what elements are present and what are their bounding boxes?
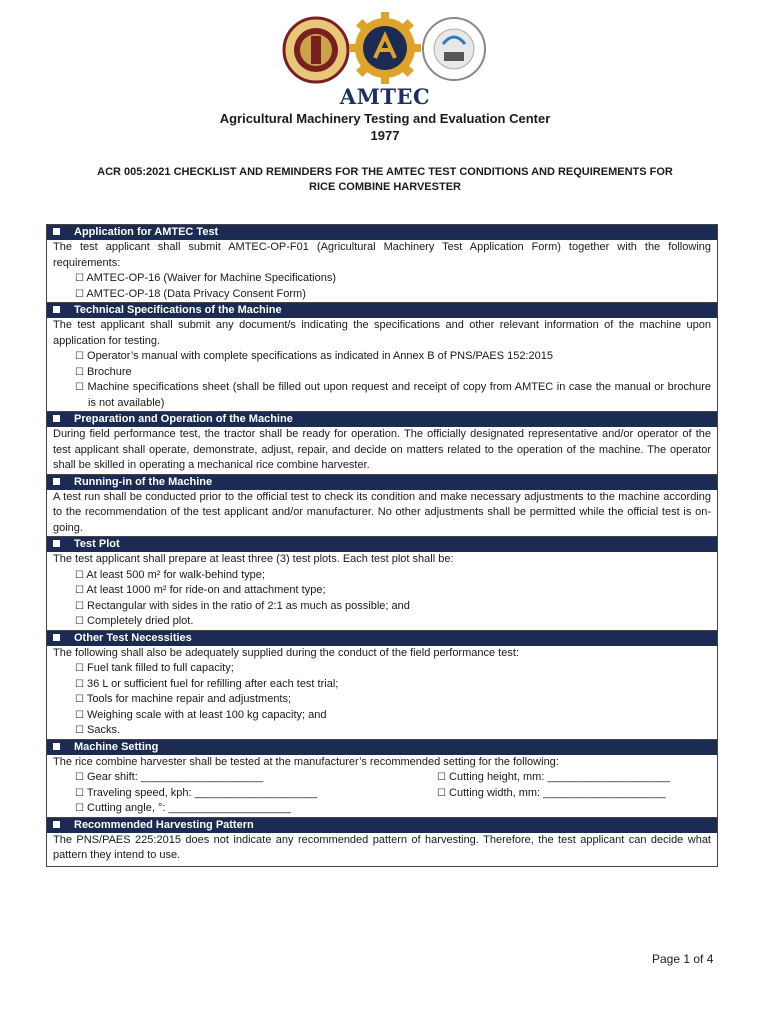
checklist-item-label: Weighing scale with at least 100 kg capacity; and bbox=[87, 708, 327, 721]
section-title: Running-in of the Machine bbox=[74, 475, 213, 488]
checklist-item bbox=[53, 708, 711, 724]
checkbox-icon[interactable]: ☐ bbox=[75, 678, 84, 690]
section-header-preparation bbox=[47, 411, 717, 427]
setting-row bbox=[53, 786, 711, 802]
section-title: Technical Specifications of the Machine bbox=[74, 304, 282, 316]
section-text: A test run shall be conducted prior to the official test to check its condition and make necessary adjustments to the machine according to the recommendation of the test applicant and/or manufacturer. No other adjustments shall be permitted while the official test is on-going. bbox=[53, 490, 711, 534]
section-header-setting bbox=[47, 739, 717, 755]
section-body-preparation bbox=[47, 427, 717, 474]
section-header-pattern bbox=[47, 817, 717, 833]
amtec-gear-logo bbox=[349, 12, 421, 84]
gear-shift-field[interactable]: Gear shift: ____________________ bbox=[87, 771, 264, 783]
ceat-logo bbox=[421, 16, 487, 82]
checklist-item-label: AMTEC-OP-18 (Data Privacy Consent Form) bbox=[86, 287, 306, 300]
checklist-item bbox=[53, 271, 711, 287]
square-bullet-icon bbox=[53, 540, 60, 547]
section-header-necessities bbox=[47, 630, 717, 646]
section-title: Test Plot bbox=[74, 538, 120, 550]
checkbox-icon[interactable]: ☐ bbox=[75, 600, 84, 612]
setting-row bbox=[53, 801, 711, 817]
square-bullet-icon bbox=[53, 415, 60, 422]
checkbox-icon[interactable]: ☐ bbox=[75, 803, 84, 814]
checkbox-icon[interactable]: ☐ bbox=[75, 772, 84, 783]
org-year: 1977 bbox=[370, 128, 400, 143]
section-header-application bbox=[47, 224, 717, 240]
checklist-item bbox=[53, 380, 711, 411]
checklist-item-label: Sacks. bbox=[87, 724, 121, 736]
checklist-item bbox=[53, 677, 711, 693]
section-intro: The rice combine harvester shall be tested at the manufacturer’s recommended setting for the following: bbox=[53, 755, 559, 768]
cutting-height-field[interactable]: Cutting height, mm: ____________________ bbox=[449, 771, 670, 783]
section-title: Other Test Necessities bbox=[74, 631, 192, 644]
section-body-technical bbox=[47, 318, 717, 411]
checkbox-icon[interactable]: ☐ bbox=[75, 273, 84, 284]
checklist-item bbox=[53, 661, 711, 677]
section-body-running-in bbox=[47, 490, 717, 537]
cutting-width-field[interactable]: Cutting width, mm: ____________________ bbox=[449, 786, 666, 799]
page-number: Page 1 of 4 bbox=[652, 952, 714, 966]
checklist-item-label: Completely dried plot. bbox=[87, 615, 194, 627]
checklist-table bbox=[46, 224, 718, 867]
checkbox-icon[interactable]: ☐ bbox=[75, 569, 84, 581]
section-header-test-plot bbox=[47, 536, 717, 552]
cutting-angle-field[interactable]: Cutting angle, °: ____________________ bbox=[87, 802, 291, 814]
checklist-item bbox=[53, 599, 711, 615]
section-header-running-in bbox=[47, 474, 717, 490]
checkbox-icon[interactable]: ☐ bbox=[75, 382, 84, 393]
square-bullet-icon bbox=[53, 821, 60, 828]
checkbox-icon[interactable]: ☐ bbox=[75, 288, 84, 300]
section-text: During field performance test, the tractor shall be ready for operation. The officially designated representative and/or operator of the test applicant shall operate, demonstrate, adjust, repair, and decide on matters related to the operation of the machine. The operator shall be skilled in operating a mechanical rice combine harvester. bbox=[53, 428, 711, 471]
section-body-pattern bbox=[47, 833, 717, 866]
section-body-application bbox=[47, 240, 717, 302]
section-intro: The test applicant shall submit any document/s indicating the specifications and other relevant information of the machine upon application for testing. bbox=[53, 319, 711, 347]
section-body-setting bbox=[47, 755, 717, 817]
checklist-item bbox=[53, 365, 711, 381]
checklist-item-label: At least 500 m² for walk-behind type; bbox=[86, 568, 265, 581]
checkbox-icon[interactable]: ☐ bbox=[75, 366, 84, 378]
checklist-item-label: Fuel tank filled to full capacity; bbox=[87, 662, 234, 674]
checkbox-icon[interactable]: ☐ bbox=[75, 709, 84, 721]
checklist-item bbox=[53, 723, 711, 739]
checklist-item bbox=[53, 614, 711, 630]
square-bullet-icon bbox=[53, 634, 60, 641]
checkbox-icon[interactable]: ☐ bbox=[75, 351, 84, 362]
section-title: Machine Setting bbox=[74, 740, 159, 753]
checklist-item bbox=[53, 349, 711, 365]
square-bullet-icon bbox=[53, 228, 60, 235]
section-title: Preparation and Operation of the Machine bbox=[74, 413, 293, 425]
checkbox-icon[interactable]: ☐ bbox=[437, 787, 446, 799]
setting-row bbox=[53, 770, 711, 786]
section-body-test-plot bbox=[47, 552, 717, 630]
org-full-name: Agricultural Machinery Testing and Evaluation Center bbox=[219, 111, 551, 126]
section-intro: The test applicant shall submit AMTEC-OP-F01 (Agricultural Machinery Test Application Form) together with the following requirements: bbox=[53, 241, 711, 269]
checkbox-icon[interactable]: ☐ bbox=[75, 694, 84, 705]
section-intro: The following shall also be adequately supplied during the conduct of the field performance test: bbox=[53, 646, 519, 659]
checklist-item bbox=[53, 692, 711, 708]
checkbox-icon[interactable]: ☐ bbox=[75, 663, 84, 674]
organization-block bbox=[0, 84, 770, 143]
section-body-necessities bbox=[47, 646, 717, 739]
checkbox-icon[interactable]: ☐ bbox=[75, 725, 84, 736]
checklist-item-label: Operator’s manual with complete specifications as indicated in Annex B of PNS/PAES 152:2015 bbox=[87, 350, 553, 362]
section-title: Application for AMTEC Test bbox=[74, 226, 219, 238]
checklist-item-label: Tools for machine repair and adjustments; bbox=[86, 693, 292, 705]
logo-bar bbox=[0, 12, 770, 90]
section-title: Recommended Harvesting Pattern bbox=[74, 818, 254, 831]
checklist-item-label: Machine specifications sheet (shall be filled out upon request and receipt of copy from AMTEC in case the manual or brochure is not available) bbox=[87, 381, 711, 409]
title-line-1: ACR 005:2021 CHECKLIST AND REMINDERS FOR THE AMTEC TEST CONDITIONS AND REQUIREMENTS FOR bbox=[97, 166, 673, 178]
org-name: AMTEC bbox=[339, 84, 431, 109]
checkbox-icon[interactable]: ☐ bbox=[75, 616, 84, 627]
section-intro: The test applicant shall prepare at least three (3) test plots. Each test plot shall be: bbox=[53, 553, 454, 565]
traveling-speed-field[interactable]: Traveling speed, kph: ____________________ bbox=[86, 786, 318, 799]
section-header-technical bbox=[47, 302, 717, 318]
title-line-2: RICE COMBINE HARVESTER bbox=[309, 181, 461, 193]
up-seal-logo bbox=[282, 16, 350, 84]
checklist-item-label: Rectangular with sides in the ratio of 2:1 as much as possible; and bbox=[87, 599, 410, 612]
document-title bbox=[60, 165, 710, 195]
checklist-item-label: AMTEC-OP-16 (Waiver for Machine Specifications) bbox=[86, 272, 337, 284]
checkbox-icon[interactable]: ☐ bbox=[437, 772, 446, 783]
checklist-item-label: Brochure bbox=[87, 365, 132, 378]
square-bullet-icon bbox=[53, 478, 60, 485]
checklist-item-label: At least 1000 m² for ride-on and attachment type; bbox=[86, 584, 326, 596]
checklist-item bbox=[53, 287, 711, 303]
checklist-item-label: 36 L or sufficient fuel for refilling after each test trial; bbox=[87, 677, 339, 690]
checkbox-icon[interactable]: ☐ bbox=[75, 787, 84, 799]
square-bullet-icon bbox=[53, 306, 60, 313]
section-text: The PNS/PAES 225:2015 does not indicate any recommended pattern of harvesting. Therefore, the test applicant can decide what pattern they intend to use. bbox=[53, 833, 711, 861]
checkbox-icon[interactable]: ☐ bbox=[75, 585, 84, 596]
checklist-item bbox=[53, 583, 711, 599]
square-bullet-icon bbox=[53, 743, 60, 750]
checklist-item bbox=[53, 568, 711, 584]
